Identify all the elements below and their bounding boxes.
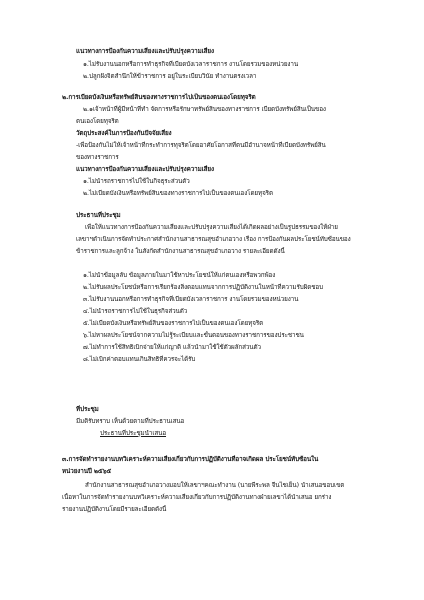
paragraph-line: รายงานปฏิบัติงานโดยมีรายละเอียดดังนี้ [62, 506, 167, 513]
paragraph-line: เลขาฯดำเนินการจัดทำประกาศสำนักงานสาธารณสุขอำเภอวาง เรื่อง การป้องกันผลประโยชน์ทับซ้อนของ [76, 236, 351, 243]
paragraph-line: ตนเองโดยทุจริต [76, 118, 119, 125]
meeting-heading: ประธานที่ประชุม [76, 212, 121, 219]
list-item: ๑.ไม่นำข้อมูลลับ ข้อมูลภายในมาใช้หาประโยชน์ให้แก่ตนเองหรือพวกพ้อง [83, 272, 276, 279]
list-item: ๒.ไม่รับผลประโยชน์หรือการเรียกร้องสิ่งตอบแทนจากการปฏิบัติงานในหน้าที่ความรับผิดชอบ [83, 284, 323, 291]
paragraph-line: เพื่อให้แนวทางการป้องกันความเสี่ยงและปรับปรุงความเสี่ยงได้เกิดผลอย่างเป็นรูปธรรมของให้ฝ่าย [85, 224, 338, 231]
list-item: ๑.ไม่รับงานนอกหรือการทำธุรกิจที่เบียดบังเวลาราชการ งานโดยรวมของหน่วยงาน [83, 61, 299, 68]
list-item: ๕.ไม่เบียดบังเงินหรือทรัพย์สินของราชการไปเป็นของตนเองโดยทุจริต [83, 320, 264, 327]
paragraph-line: เนื้อหาในการจัดทำรายงานบทวิเคราะห์ความเสี่ยงเกี่ยวกับการปฏิบัติงานทางฝ่ายเลขาได้นำเสนอ ยกร่าง [62, 494, 332, 501]
resolution-heading: ที่ประชุม [76, 406, 99, 413]
heading-guideline-2: แนวทางการป้องกันความเสี่ยงและปรับปรุงความเสี่ยง [76, 166, 214, 173]
heading-guideline-1: แนวทางการป้องกันความเสี่ยงและปรับปรุงความเสี่ยง [76, 48, 214, 55]
list-item: ๒.ไม่เบียดบังเงินหรือทรัพย์สินของทางราชการไปเป็นของตนเองโดยทุจริต [83, 190, 273, 197]
paragraph-line: ของทางราชการ [76, 154, 119, 161]
paragraph-line: มีมติรับทราบ เห็นด้วยตามที่ประธานเสนอ [76, 418, 185, 425]
objective-heading: วัตถุประสงค์ในการป้องกันปัจจัยเสี่ยง [76, 130, 172, 137]
section-heading: ๒.การเบียดบังเงินหรือทรัพย์สินของทางราชการไปเป็นของตนเองโดยทุจริต [62, 94, 256, 101]
list-item: ๑.ไม่นำรถราชการไปใช้ในกิจธุระส่วนตัว [83, 178, 190, 185]
list-item: ๒.ปลูกฝังจิตสำนึกให้ข้าราชการ อยู่ในระเบียบวินัย ทำงานตรงเวลา [83, 73, 257, 80]
list-item: ๖.ไม่หาผลประโยชน์จากความไม่รู้ระเบียบและขั้นตอนของทางราชการของประชาชน [83, 332, 304, 339]
signature-note: ประธานที่ประชุมนำเสนอ [100, 430, 167, 437]
list-item: ๘.ไม่เบิกค่าตอบแทนเกินสิทธิที่ควรจะได้รับ [83, 356, 196, 363]
section-heading: ๓.การจัดทำรายงานบทวิเคราะห์ความเสี่ยงเกี่ยวกับการปฏิบัติงานที่อาจเกิดผล ประโยชน์ทับซ้อนใน [62, 456, 319, 463]
list-item: ๔.ไม่นำรถราชการไปใช้ในธุรกิจส่วนตัว [83, 308, 188, 315]
section-heading: หน่วยงานปี ๒๕๖๕ [62, 468, 112, 475]
paragraph-line: -เพื่อป้องกันไม่ให้เจ้าหน้าที่กระทำการทุจริตโดยอาศัยโอกาสที่ตนมีอำนาจหน้าที่เบียดบังทรัพย์สิน [76, 142, 326, 149]
paragraph-line: ๒.๑เจ้าหน้าที่ผู้มีหน้าที่ทำ จัดการหรือรักษาทรัพย์สินของทางราชการ เบียดบังทรัพย์สินเป็นของ [83, 106, 326, 113]
paragraph-line: ข้าราชการและลูกจ้าง ในสังกัดสำนักงานสาธารณสุขอำเภอวาง รายละเอียดดังนี้ [76, 248, 285, 255]
paragraph-line: สำนักงานสาธารณสุขอำเภอวางมอบให้เลขาฯคณะทำงาน (นายพีระพล จีนไชเย็น) นำเสนอขอบเขต [85, 482, 345, 489]
list-item: ๓.ไม่รับงานนอกหรือการทำธุรกิจที่เบียดบังเวลาราชการ งานโดยรวมของหน่วยงาน [83, 296, 299, 303]
list-item: ๗.ไม่ทำการใช้สิทธิเบิกจ่ายให้แก่ญาติ แล้วนำมาใช้ใช้ตัวผลักส่วนตัว [83, 344, 261, 351]
